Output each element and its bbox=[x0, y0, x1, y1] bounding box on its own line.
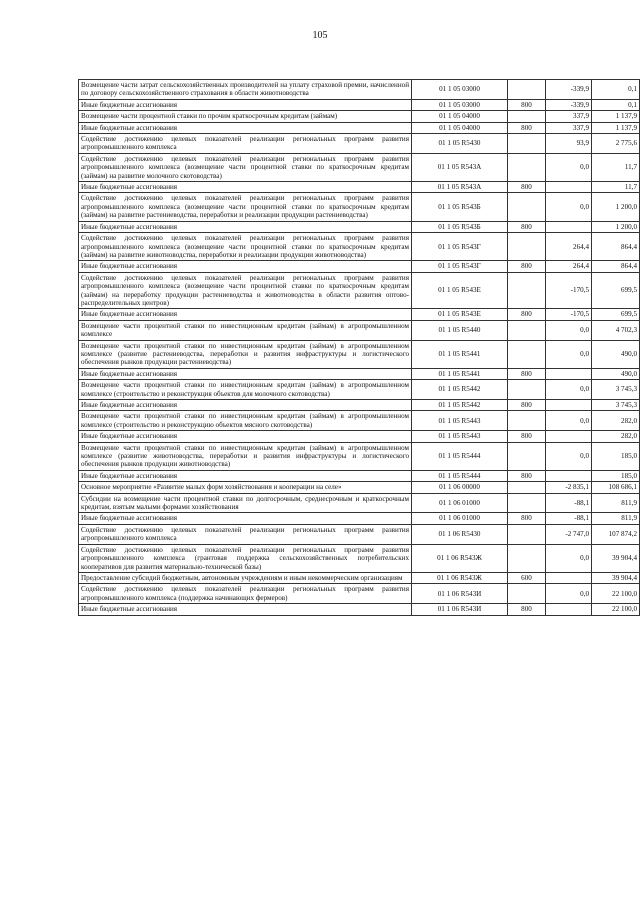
row-code-cell: 01 1 05 R5443 bbox=[412, 431, 508, 442]
row-code-cell: 01 1 05 R543Г bbox=[412, 233, 508, 261]
row-code-cell: 01 1 05 03000 bbox=[412, 99, 508, 110]
row-name-cell: Возмещение части процентной ставки по инвестиционным кредитам (займам) в агропромышленном комплексе (развитие животноводства, переработки и развития инфраструктуры и логистического обеспечения рынков продукции животноводства) bbox=[79, 442, 412, 470]
row-name-cell: Иные бюджетные ассигнования bbox=[79, 182, 412, 193]
row-type-cell bbox=[508, 272, 546, 309]
table-row bbox=[79, 320, 640, 340]
table-row bbox=[79, 80, 640, 100]
row-code-cell: 01 1 05 R543Е bbox=[412, 272, 508, 309]
table-row bbox=[79, 524, 640, 544]
row-type-cell bbox=[508, 411, 546, 431]
table-row bbox=[79, 122, 640, 133]
row-total-cell: 11,7 bbox=[592, 182, 640, 193]
row-type-cell bbox=[508, 193, 546, 221]
row-name-cell: Иные бюджетные ассигнования bbox=[79, 99, 412, 110]
row-code-cell: 01 1 05 R543Е bbox=[412, 309, 508, 320]
row-total-cell: 39 904,4 bbox=[592, 544, 640, 572]
row-total-cell: 1 200,0 bbox=[592, 221, 640, 232]
row-change-cell bbox=[546, 470, 592, 481]
table-row bbox=[79, 400, 640, 411]
table-row bbox=[79, 572, 640, 583]
row-change-cell: -2 747,0 bbox=[546, 524, 592, 544]
table-row bbox=[79, 221, 640, 232]
table-row bbox=[79, 272, 640, 309]
table-row bbox=[79, 233, 640, 261]
row-code-cell: 01 1 05 03000 bbox=[412, 80, 508, 100]
row-change-cell: 264,4 bbox=[546, 261, 592, 272]
table-row bbox=[79, 584, 640, 604]
row-change-cell: 93,9 bbox=[546, 134, 592, 154]
row-name-cell: Иные бюджетные ассигнования bbox=[79, 309, 412, 320]
row-total-cell: 811,9 bbox=[592, 493, 640, 513]
row-name-cell: Возмещение части процентной ставки по инвестиционным кредитам (займам) в агропромышленном комплексе (развитие растениеводства, переработки и развития инфраструктуры и логистического обеспечения рынков продукции растениеводства) bbox=[79, 340, 412, 368]
row-change-cell: -88,1 bbox=[546, 493, 592, 513]
table-row bbox=[79, 193, 640, 221]
row-change-cell: 0,0 bbox=[546, 193, 592, 221]
row-change-cell: 0,0 bbox=[546, 544, 592, 572]
row-change-cell: -170,5 bbox=[546, 309, 592, 320]
row-total-cell: 282,0 bbox=[592, 411, 640, 431]
row-total-cell: 22 100,0 bbox=[592, 584, 640, 604]
row-code-cell: 01 1 05 R5442 bbox=[412, 380, 508, 400]
row-name-cell: Иные бюджетные ассигнования bbox=[79, 221, 412, 232]
row-type-cell: 800 bbox=[508, 309, 546, 320]
table-row bbox=[79, 182, 640, 193]
budget-table-body bbox=[79, 80, 640, 616]
row-code-cell: 01 1 05 R5444 bbox=[412, 442, 508, 470]
row-code-cell: 01 1 05 R5440 bbox=[412, 320, 508, 340]
row-total-cell: 3 745,3 bbox=[592, 400, 640, 411]
row-total-cell: 0,1 bbox=[592, 80, 640, 100]
row-code-cell: 01 1 05 R543Г bbox=[412, 261, 508, 272]
row-change-cell bbox=[546, 221, 592, 232]
row-name-cell: Содействие достижению целевых показателей реализации региональных программ развития агропромышленного комплекса bbox=[79, 524, 412, 544]
row-total-cell: 107 874,2 bbox=[592, 524, 640, 544]
row-total-cell: 490,0 bbox=[592, 340, 640, 368]
row-total-cell: 699,5 bbox=[592, 272, 640, 309]
row-change-cell: 0,0 bbox=[546, 340, 592, 368]
row-change-cell: -339,9 bbox=[546, 80, 592, 100]
row-change-cell: 0,0 bbox=[546, 153, 592, 181]
row-name-cell: Содействие достижению целевых показателей реализации региональных программ развития агропромышленного комплекса (возмещение части процентной ставки по краткосрочным кредитам (займам) на переработку продукции растениеводства и животноводства в области развития оптово-распределительных центров) bbox=[79, 272, 412, 309]
row-code-cell: 01 1 05 R543А bbox=[412, 182, 508, 193]
row-name-cell: Возмещение части процентной ставки по инвестиционным кредитам (займам) в агропромышленном комплексе bbox=[79, 320, 412, 340]
row-name-cell: Содействие достижению целевых показателей реализации региональных программ развития агропромышленного комплекса (грантовая поддержка сельскохозяйственных потребительских кооперативов для развития материально-технической базы) bbox=[79, 544, 412, 572]
row-code-cell: 01 1 06 00000 bbox=[412, 482, 508, 493]
row-total-cell: 864,4 bbox=[592, 261, 640, 272]
row-type-cell: 800 bbox=[508, 122, 546, 133]
row-change-cell: 337,9 bbox=[546, 111, 592, 122]
row-name-cell: Иные бюджетные ассигнования bbox=[79, 122, 412, 133]
row-type-cell bbox=[508, 544, 546, 572]
row-code-cell: 01 1 05 04000 bbox=[412, 122, 508, 133]
row-total-cell: 811,9 bbox=[592, 513, 640, 524]
row-name-cell: Иные бюджетные ассигнования bbox=[79, 368, 412, 379]
row-total-cell: 699,5 bbox=[592, 309, 640, 320]
row-code-cell: 01 1 05 R5444 bbox=[412, 470, 508, 481]
row-total-cell: 0,1 bbox=[592, 99, 640, 110]
row-type-cell bbox=[508, 153, 546, 181]
table-row bbox=[79, 111, 640, 122]
table-row bbox=[79, 134, 640, 154]
row-type-cell bbox=[508, 493, 546, 513]
table-row bbox=[79, 340, 640, 368]
row-type-cell: 800 bbox=[508, 221, 546, 232]
row-type-cell bbox=[508, 340, 546, 368]
table-row bbox=[79, 99, 640, 110]
row-code-cell: 01 1 06 01000 bbox=[412, 513, 508, 524]
row-total-cell: 2 775,6 bbox=[592, 134, 640, 154]
row-change-cell: 264,4 bbox=[546, 233, 592, 261]
budget-table bbox=[78, 79, 640, 616]
row-change-cell: -88,1 bbox=[546, 513, 592, 524]
table-row bbox=[79, 493, 640, 513]
row-type-cell bbox=[508, 380, 546, 400]
table-row bbox=[79, 411, 640, 431]
row-type-cell: 800 bbox=[508, 513, 546, 524]
row-type-cell: 600 bbox=[508, 572, 546, 583]
row-change-cell: -339,9 bbox=[546, 99, 592, 110]
row-name-cell: Содействие достижению целевых показателей реализации региональных программ развития агропромышленного комплекса bbox=[79, 134, 412, 154]
row-total-cell: 108 686,1 bbox=[592, 482, 640, 493]
row-name-cell: Субсидии на возмещение части процентной ставки по долгосрочным, среднесрочным и краткосрочным кредитам, взятым малыми формами хозяйствования bbox=[79, 493, 412, 513]
row-type-cell bbox=[508, 482, 546, 493]
row-change-cell: -170,5 bbox=[546, 272, 592, 309]
row-change-cell bbox=[546, 182, 592, 193]
row-total-cell: 490,0 bbox=[592, 368, 640, 379]
row-total-cell: 39 904,4 bbox=[592, 572, 640, 583]
table-row bbox=[79, 153, 640, 181]
row-name-cell: Основное мероприятие «Развитие малых форм хозяйствования и кооперации на селе» bbox=[79, 482, 412, 493]
row-code-cell: 01 1 06 R543Ж bbox=[412, 572, 508, 583]
row-type-cell bbox=[508, 442, 546, 470]
row-total-cell: 282,0 bbox=[592, 431, 640, 442]
table-row bbox=[79, 309, 640, 320]
row-change-cell: 0,0 bbox=[546, 320, 592, 340]
row-type-cell bbox=[508, 584, 546, 604]
row-name-cell: Содействие достижению целевых показателей реализации региональных программ развития агропромышленного комплекса (возмещение части процентной ставки по краткосрочным кредитам (займам) на развитие животноводства, переработки и реализации продукции животноводства) bbox=[79, 233, 412, 261]
row-name-cell: Возмещение части процентной ставки по инвестиционным кредитам (займам) в агропромышленном комплексе (строительство и реконструкция объектов для молочного скотоводства) bbox=[79, 380, 412, 400]
row-total-cell: 1 137,9 bbox=[592, 111, 640, 122]
row-code-cell: 01 1 06 R543Ж bbox=[412, 544, 508, 572]
row-code-cell: 01 1 05 R5443 bbox=[412, 411, 508, 431]
row-type-cell bbox=[508, 134, 546, 154]
row-type-cell: 800 bbox=[508, 470, 546, 481]
table-row bbox=[79, 261, 640, 272]
row-total-cell: 11,7 bbox=[592, 153, 640, 181]
row-type-cell bbox=[508, 524, 546, 544]
row-name-cell: Иные бюджетные ассигнования bbox=[79, 513, 412, 524]
row-type-cell: 800 bbox=[508, 604, 546, 615]
row-code-cell: 01 1 05 R5441 bbox=[412, 340, 508, 368]
row-change-cell: 0,0 bbox=[546, 380, 592, 400]
row-name-cell: Содействие достижению целевых показателей реализации региональных программ развития агропромышленного комплекса (поддержка начинающих фермеров) bbox=[79, 584, 412, 604]
row-total-cell: 1 137,9 bbox=[592, 122, 640, 133]
row-change-cell: 0,0 bbox=[546, 442, 592, 470]
table-row bbox=[79, 368, 640, 379]
row-type-cell: 800 bbox=[508, 400, 546, 411]
table-row bbox=[79, 604, 640, 615]
row-name-cell: Иные бюджетные ассигнования bbox=[79, 261, 412, 272]
row-name-cell: Иные бюджетные ассигнования bbox=[79, 400, 412, 411]
row-change-cell bbox=[546, 604, 592, 615]
row-code-cell: 01 1 05 R5442 bbox=[412, 400, 508, 411]
row-type-cell: 800 bbox=[508, 368, 546, 379]
row-code-cell: 01 1 06 01000 bbox=[412, 493, 508, 513]
table-row bbox=[79, 544, 640, 572]
row-name-cell: Содействие достижению целевых показателей реализации региональных программ развития агропромышленного комплекса (возмещение части процентной ставки по краткосрочным кредитам (займам) на развитие молочного скотоводства) bbox=[79, 153, 412, 181]
row-total-cell: 864,4 bbox=[592, 233, 640, 261]
row-type-cell bbox=[508, 80, 546, 100]
table-row bbox=[79, 380, 640, 400]
table-row bbox=[79, 513, 640, 524]
row-code-cell: 01 1 06 R543И bbox=[412, 584, 508, 604]
row-name-cell: Возмещение части процентной ставки по прочим краткосрочным кредитам (займам) bbox=[79, 111, 412, 122]
row-total-cell: 185,0 bbox=[592, 470, 640, 481]
row-name-cell: Иные бюджетные ассигнования bbox=[79, 431, 412, 442]
table-row bbox=[79, 470, 640, 481]
row-name-cell: Иные бюджетные ассигнования bbox=[79, 604, 412, 615]
table-row bbox=[79, 431, 640, 442]
row-type-cell: 800 bbox=[508, 182, 546, 193]
row-total-cell: 3 745,3 bbox=[592, 380, 640, 400]
row-change-cell bbox=[546, 572, 592, 583]
page-number: 105 bbox=[312, 30, 328, 41]
row-name-cell: Возмещение части затрат сельскохозяйственных производителей на уплату страховой премии, начисленной по договору сельскохозяйственного страхования в области животноводства bbox=[79, 80, 412, 100]
row-change-cell: 0,0 bbox=[546, 584, 592, 604]
row-type-cell bbox=[508, 320, 546, 340]
row-code-cell: 01 1 05 R543А bbox=[412, 153, 508, 181]
row-change-cell: 337,9 bbox=[546, 122, 592, 133]
row-type-cell: 800 bbox=[508, 431, 546, 442]
row-code-cell: 01 1 06 R543И bbox=[412, 604, 508, 615]
row-name-cell: Возмещение части процентной ставки по инвестиционным кредитам (займам) в агропромышленном комплексе (строительство и реконструкцию объектов мясного скотоводства) bbox=[79, 411, 412, 431]
row-total-cell: 185,0 bbox=[592, 442, 640, 470]
row-change-cell bbox=[546, 368, 592, 379]
row-type-cell: 800 bbox=[508, 261, 546, 272]
row-total-cell: 1 200,0 bbox=[592, 193, 640, 221]
row-name-cell: Предоставление субсидий бюджетным, автономным учреждениям и иным некоммерческим организациям bbox=[79, 572, 412, 583]
row-total-cell: 22 100,0 bbox=[592, 604, 640, 615]
row-code-cell: 01 1 05 R543Б bbox=[412, 193, 508, 221]
row-change-cell bbox=[546, 400, 592, 411]
row-code-cell: 01 1 06 R5430 bbox=[412, 524, 508, 544]
row-code-cell: 01 1 05 R543Б bbox=[412, 221, 508, 232]
row-name-cell: Содействие достижению целевых показателей реализации региональных программ развития агропромышленного комплекса (возмещение части процентной ставки по краткосрочным кредитам (займам) на развитие растениеводства, переработки и реализации продукции растениеводства) bbox=[79, 193, 412, 221]
row-code-cell: 01 1 05 R5441 bbox=[412, 368, 508, 379]
row-change-cell: 0,0 bbox=[546, 411, 592, 431]
row-type-cell bbox=[508, 111, 546, 122]
table-row bbox=[79, 442, 640, 470]
row-type-cell: 800 bbox=[508, 99, 546, 110]
row-change-cell: -2 835,1 bbox=[546, 482, 592, 493]
row-code-cell: 01 1 05 04000 bbox=[412, 111, 508, 122]
row-type-cell bbox=[508, 233, 546, 261]
row-change-cell bbox=[546, 431, 592, 442]
row-code-cell: 01 1 05 R5430 bbox=[412, 134, 508, 154]
table-row bbox=[79, 482, 640, 493]
row-total-cell: 4 702,3 bbox=[592, 320, 640, 340]
row-name-cell: Иные бюджетные ассигнования bbox=[79, 470, 412, 481]
